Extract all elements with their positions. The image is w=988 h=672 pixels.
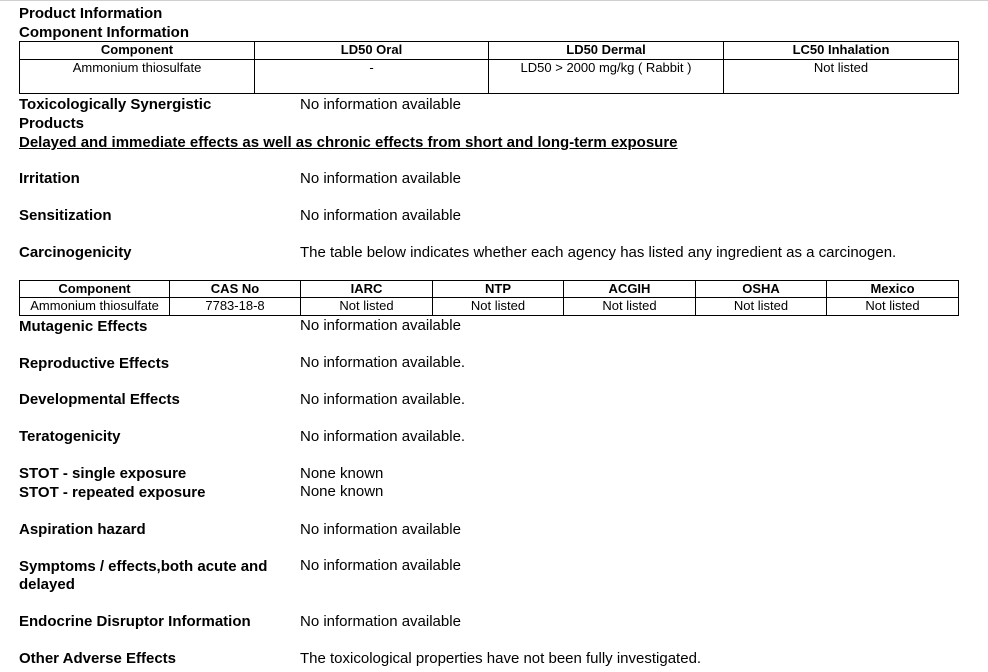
carcinogen-header-mexico: Mexico [827, 281, 959, 298]
toxicity-cell-ld50-oral: - [255, 60, 489, 94]
carcinogen-cell-ntp: Not listed [433, 298, 564, 316]
top-divider [0, 0, 988, 1]
reproductive-value: No information available. [300, 354, 466, 371]
symptoms-label-line1: Symptoms / effects,both acute and [19, 558, 268, 575]
carcinogen-table-header [20, 281, 959, 298]
carcinogenicity-value: The table below indicates whether each agency has listed any ingredient as a carcinogen. [300, 244, 897, 261]
developmental-label: Developmental Effects [19, 391, 180, 408]
carcinogen-cell-component: Ammonium thiosulfate [20, 298, 170, 316]
product-information-heading: Product Information [19, 5, 163, 22]
toxicity-cell-ld50-dermal: LD50 > 2000 mg/kg ( Rabbit ) [489, 60, 724, 94]
mutagenic-value: No information available [300, 317, 461, 334]
component-information-heading: Component Information [19, 24, 189, 41]
aspiration-value: No information available [300, 521, 461, 538]
irritation-label: Irritation [19, 170, 80, 187]
mutagenic-label: Mutagenic Effects [19, 318, 148, 335]
synergistic-label-line2: Products [19, 115, 85, 132]
stot-single-value: None known [300, 465, 384, 482]
toxicity-header-ld50-oral: LD50 Oral [255, 42, 489, 60]
carcinogen-header-osha: OSHA [696, 281, 827, 298]
other-adverse-value: The toxicological properties have not been fully investigated. [300, 650, 702, 667]
toxicity-cell-lc50-inhalation: Not listed [724, 60, 959, 94]
delayed-effects-heading: Delayed and immediate effects as well as chronic effects from short and long-term exposure [19, 134, 678, 151]
synergistic-label-line1: Toxicologically Synergistic [19, 96, 212, 113]
carcinogen-header-ntp: NTP [433, 281, 564, 298]
endocrine-value: No information available [300, 613, 461, 630]
toxicity-table-header [20, 42, 959, 60]
stot-repeated-label: STOT - repeated exposure [19, 484, 206, 501]
toxicity-cell-component: Ammonium thiosulfate [20, 60, 255, 94]
carcinogen-header-component: Component [20, 281, 170, 298]
endocrine-label: Endocrine Disruptor Information [19, 613, 251, 630]
toxicity-table [19, 41, 959, 94]
carcinogen-cell-mexico: Not listed [827, 298, 959, 316]
developmental-value: No information available. [300, 391, 466, 408]
reproductive-label: Reproductive Effects [19, 355, 170, 372]
symptoms-value: No information available [300, 557, 461, 574]
carcinogen-cell-acgih: Not listed [564, 298, 696, 316]
carcinogen-cell-cas-no: 7783-18-8 [170, 298, 301, 316]
irritation-value: No information available [300, 170, 461, 187]
carcinogen-cell-iarc: Not listed [301, 298, 433, 316]
teratogenicity-label: Teratogenicity [19, 428, 121, 445]
carcinogen-cell-osha: Not listed [696, 298, 827, 316]
toxicity-header-ld50-dermal: LD50 Dermal [489, 42, 724, 60]
sensitization-label: Sensitization [19, 207, 112, 224]
table-row [20, 298, 959, 316]
teratogenicity-value: No information available. [300, 428, 466, 445]
sensitization-value: No information available [300, 207, 461, 224]
table-row [20, 60, 959, 94]
carcinogen-header-cas-no: CAS No [170, 281, 301, 298]
carcinogen-header-acgih: ACGIH [564, 281, 696, 298]
carcinogenicity-label: Carcinogenicity [19, 244, 132, 261]
symptoms-label-line2: delayed [19, 576, 75, 593]
toxicity-header-component: Component [20, 42, 255, 60]
synergistic-value: No information available [300, 96, 461, 113]
aspiration-label: Aspiration hazard [19, 521, 146, 538]
other-adverse-label: Other Adverse Effects [19, 650, 177, 667]
carcinogen-table [19, 280, 959, 316]
stot-single-label: STOT - single exposure [19, 465, 187, 482]
toxicity-header-lc50-inhalation: LC50 Inhalation [724, 42, 959, 60]
carcinogen-header-iarc: IARC [301, 281, 433, 298]
stot-repeated-value: None known [300, 483, 384, 500]
